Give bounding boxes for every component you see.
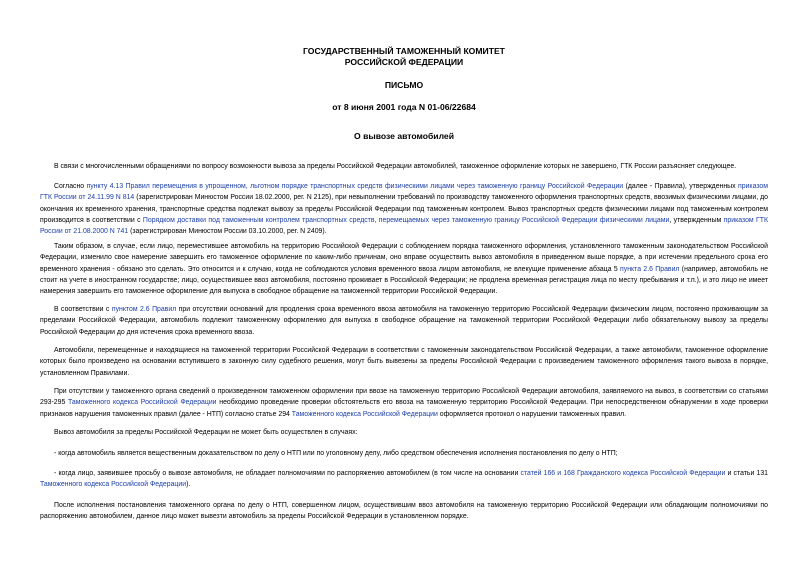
document-kind: ПИСЬМО [384,80,424,90]
paragraph-consequences [40,241,768,297]
link-civil-code[interactable]: статей 166 и 168 Гражданского кодекса Российской Федерации [520,470,726,477]
document-date-number: от 8 июня 2001 года N 01-06/22684 [332,102,476,112]
paragraph-text: При отсутствии у таможенного органа сведений о произведенном таможенном оформлении при ввозе на таможенную территорию Российской Федерации автомобиля, заявляемого на вывоз, в соответствии со статьями 293-295 [40,388,768,407]
paragraph-exceptions-lead [40,427,768,438]
paragraph-text: Таким образом, в случае, если лицо, переместившее автомобиль на территорию Российской Федерации с соблюдением порядка таможенного оформления, установленного таможенным законодательством Российской Федерации, изменило свое намерение завершить его таможенное оформление по каким-либо причинам, оно вправе осуществить вывоз автомобиля в приведенном выше порядке, а при истечении предельного срока его временного хранения - обязано это сделать. Это относится и к случаю, когда не соблюдаются условия временного ввоза лицом автомобиля, не влекущие применение абзаца 5 [40,243,768,273]
paragraph-exception-evidence [40,448,768,459]
paragraph-rules [40,181,768,237]
paragraph-text: (далее - Правила), утвержденных [623,183,738,190]
paragraph-text: (зарегистрирован Минюстом России 03.10.2000, рег. N 2409). [128,228,327,236]
paragraph-text: - когда автомобиль является вещественным доказательством по делу о НТП или по уголовному делу, либо средством обеспечения исполнения постановления по делу о НТП; [54,450,618,457]
link-order-741[interactable]: приказом ГТК России от 21.08.2000 N 741 [40,216,768,236]
paragraph-text: В соответствии с [54,306,112,313]
paragraph-court-decision [40,345,768,379]
issuer-line-1: ГОСУДАРСТВЕННЫЙ ТАМОЖЕННЫЙ КОМИТЕТ [303,46,505,56]
link-rules-4-13[interactable]: пункту 4.13 Правил перемещения в упрощенном, льготном порядке транспортных средств физическими лицами через таможенную границу Российской Федерации [86,183,624,190]
paragraph-text: - когда лицо, заявившее просьбу о вывозе автомобиля, не обладает полномочиями по распоряжению автомобилем (в том числе на основании [54,470,521,477]
paragraph-text: необходимо проведение проверки обстоятельств его ввоза на таможенную территорию Российской Федерации. При непосредственном обнаружении в ходе проверки признаков нарушения таможенных правил (далее - НТП) согласно статье 294 [40,399,769,418]
link-customs-code[interactable]: Таможенного кодекса Российской Федерации [291,410,438,418]
document-subject: О вывозе автомобилей [354,131,454,141]
paragraph-exception-authority [40,468,768,491]
paragraph-inspection [40,386,768,420]
paragraph-clause-2-6 [40,304,768,338]
paragraph-text: Согласно [54,183,87,190]
link-order-814[interactable]: приказом ГТК России от 24.11.99 N 814 [40,183,768,202]
link-rules-2-6[interactable]: пункта 2.6 Правил [620,265,680,273]
paragraph-text: при отсутствии оснований для продления срока временного ввоза автомобиля на таможенную территорию Российской Федерации физическим лицом, постоянно проживающим за пределами Российской Федерации, автомобиль подлежит таможенному оформлению для выпуска в свободное обращение на таможенной территории Российской Федерации либо обязательному вывозу за пределы Российской Федерации до дня истечения срока временного ввоза. [40,306,768,336]
paragraph-text: Автомобили, перемещенные и находящиеся на таможенной территории Российской Федерации в соответствии с таможенным законодательством Российской Федерации, а также автомобили, таможенное оформление которых было произведено на основании вступившего в законную силу судебного решения, могут быть вывезены за пределы Российской Федерации с произведением таможенного оформления такого вывоза в порядке, установленном Правилами. [40,347,768,377]
paragraph-text: оформляется протокол о нарушении таможенных правил. [437,410,627,418]
paragraph-intro [40,161,768,172]
paragraph-text: ). [186,481,191,489]
paragraph-text: В связи с многочисленными обращениями по вопросу возможности вывоза за пределы Российской Федерации автомобилей, таможенное оформление которых не завершено, ГТК России разъясняет следующее. [54,163,737,170]
link-customs-code[interactable]: Таможенного кодекса Российской Федерации [40,481,187,489]
paragraph-text: Вывоз автомобиля за пределы Российской Федерации не может быть осуществлен в случаях: [54,429,358,436]
paragraph-text: (например, автомобиль не стоит на учете в иностранном государстве; лицо, осуществившее ввоз автомобиля, постоянно проживает в Российской Федерации; не продлена временная регистрация лица по месту пребывания и т.п.), и это лицо не имеет намерения завершить его таможенное оформление для выпуска в свободное обращение на таможенной территории Российской Федерации. [40,265,768,296]
paragraph-final [40,500,768,523]
paragraph-text: (зарегистрирован Минюстом России 18.02.2000, рег. N 2125), при невыполнении требований по производству таможенного оформления транспортных средств, ввозимых физическими лицами, до окончания их временного хранения, транспортные средства подлежат вывозу за пределы Российской Федерации под таможенным контролем. Вывоз транспортных средств физическими лицами под таможенным контролем производится в соответствии с [40,194,768,224]
link-customs-code[interactable]: Таможенного кодекса Российской Федерации [68,399,217,407]
paragraph-text: После исполнения постановления таможенного органа по делу о НТП, совершенном лицом, осуществившим ввоз автомобиля на таможенную территорию Российской Федерации или обладающим полномочиями по распоряжению автомобилем, данное лицо может вывезти автомобиль за пределы Российской Федерации в установленном порядке. [40,502,768,521]
issuer-line-2: РОССИЙСКОЙ ФЕДЕРАЦИИ [344,57,464,67]
paragraph-text: , утвержденным [669,216,724,224]
paragraph-text: и статьи 131 [725,470,769,477]
link-rules-2-6[interactable]: пунктом 2.6 Правил [111,306,177,313]
link-delivery-procedure[interactable]: Порядком доставки под таможенным контролем транспортных средств, перемещаемых через таможенную границу Российской Федерации физическими лицами [142,216,670,224]
